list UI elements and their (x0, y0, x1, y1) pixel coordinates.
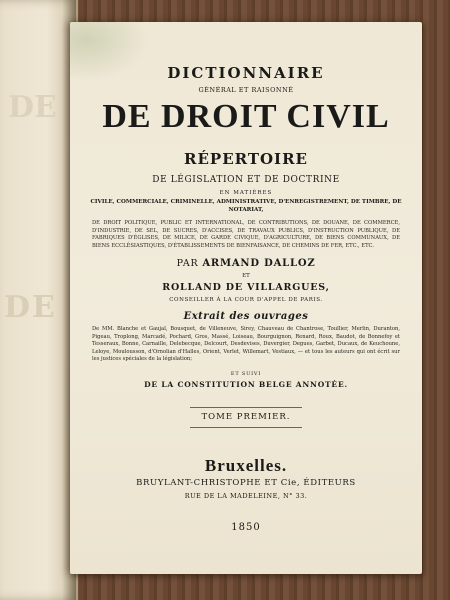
author1-name: ARMAND DALLOZ (202, 258, 316, 269)
matters-paragraph: DE DROIT POLITIQUE, PUBLIC ET INTERNATIONAL, DE CONTRIBUTIONS, DE DOUANE, DE COMMERCE, D'INDUSTRIE, DE SEL, DE SUCRES, D'ACCISES, DE TRAVAUX PUBLICS, D'INSTRUCTION PUBLIQUE, DE FABRIQUES D'ÉGLISES, DE MILICE, DE GARDE CIVIQUE, D'AGRICULTURE, DE BIENS COMMUNAUX, DE BIENS ECCLÉSIASTIQUES, D'ÉTABLISSEMENTS DE BIENFAISANCE, DE CHEMINS DE FER, ETC., ETC. (92, 220, 400, 249)
par-label: PAR (176, 258, 199, 269)
tome-label: TOME PREMIER. (201, 412, 291, 422)
subtitle-repertoire: RÉPERTOIRE (184, 150, 308, 168)
left-page-bleed-text: DE (8, 90, 57, 125)
title-page (70, 22, 422, 574)
title-general: GÉNÉRAL ET RAISONNÉ (198, 86, 294, 94)
left-page-bleed-text-2: DE (4, 290, 57, 325)
main-title: DE DROIT CIVIL (102, 98, 390, 135)
subtitle-legislation: DE LÉGISLATION ET DE DOCTRINE (152, 175, 340, 185)
divider-bottom (190, 427, 302, 428)
publisher-address: RUE DE LA MADELEINE, N° 33. (184, 492, 308, 500)
title-dictionnaire: DICTIONNAIRE (167, 64, 325, 82)
divider-top (190, 407, 302, 408)
constitution-line: DE LA CONSTITUTION BELGE ANNOTÉE. (144, 380, 348, 389)
author-line (70, 258, 422, 269)
et-label: ET (242, 273, 250, 279)
extract-heading: Extrait des ouvrages (183, 311, 309, 322)
author2-title: CONSEILLER À LA COUR D'APPEL DE PARIS. (169, 297, 323, 303)
publisher: BRUYLANT-CHRISTOPHE ET Cie, ÉDITEURS (136, 478, 356, 488)
author2-name: ROLLAND DE VILLARGUES, (162, 282, 330, 293)
city: Bruxelles. (204, 456, 288, 475)
suivi-label: ET SUIVI (230, 371, 262, 377)
matters-list: CIVILE, COMMERCIALE, CRIMINELLE, ADMINISTRATIVE, D'ENREGISTREMENT, DE TIMBRE, DE NOTARIAT, (90, 199, 402, 213)
authors-paragraph: De MM. Blanche et Gaujal, Bousquet, de Villeneuve, Sirey, Chauveau de Chantrose, Toullier, Merlin, Duranton, Pigeau, Troplong, Marcadé, Pochard, Gros, Massé, Loiseau, Bourguignon, Renard, Roux, Baudot, de Bonnefoy et Tesseraux, Bonne, Carnaille, Delebecque, Delcourt, Desdevises, Duvergier, Degues, Garbet, Ducaux, de Keuchoune, Leloye, Moulousson, d'Ornolian d'Halles, Orient, Verlet, Willemart, Vestiaux, — et tous les auteurs qui ont écrit sur les justices spéciales de la législation; (92, 326, 400, 363)
en-matieres: EN MATIÈRES (219, 190, 273, 196)
publication-year: 1850 (231, 522, 261, 533)
